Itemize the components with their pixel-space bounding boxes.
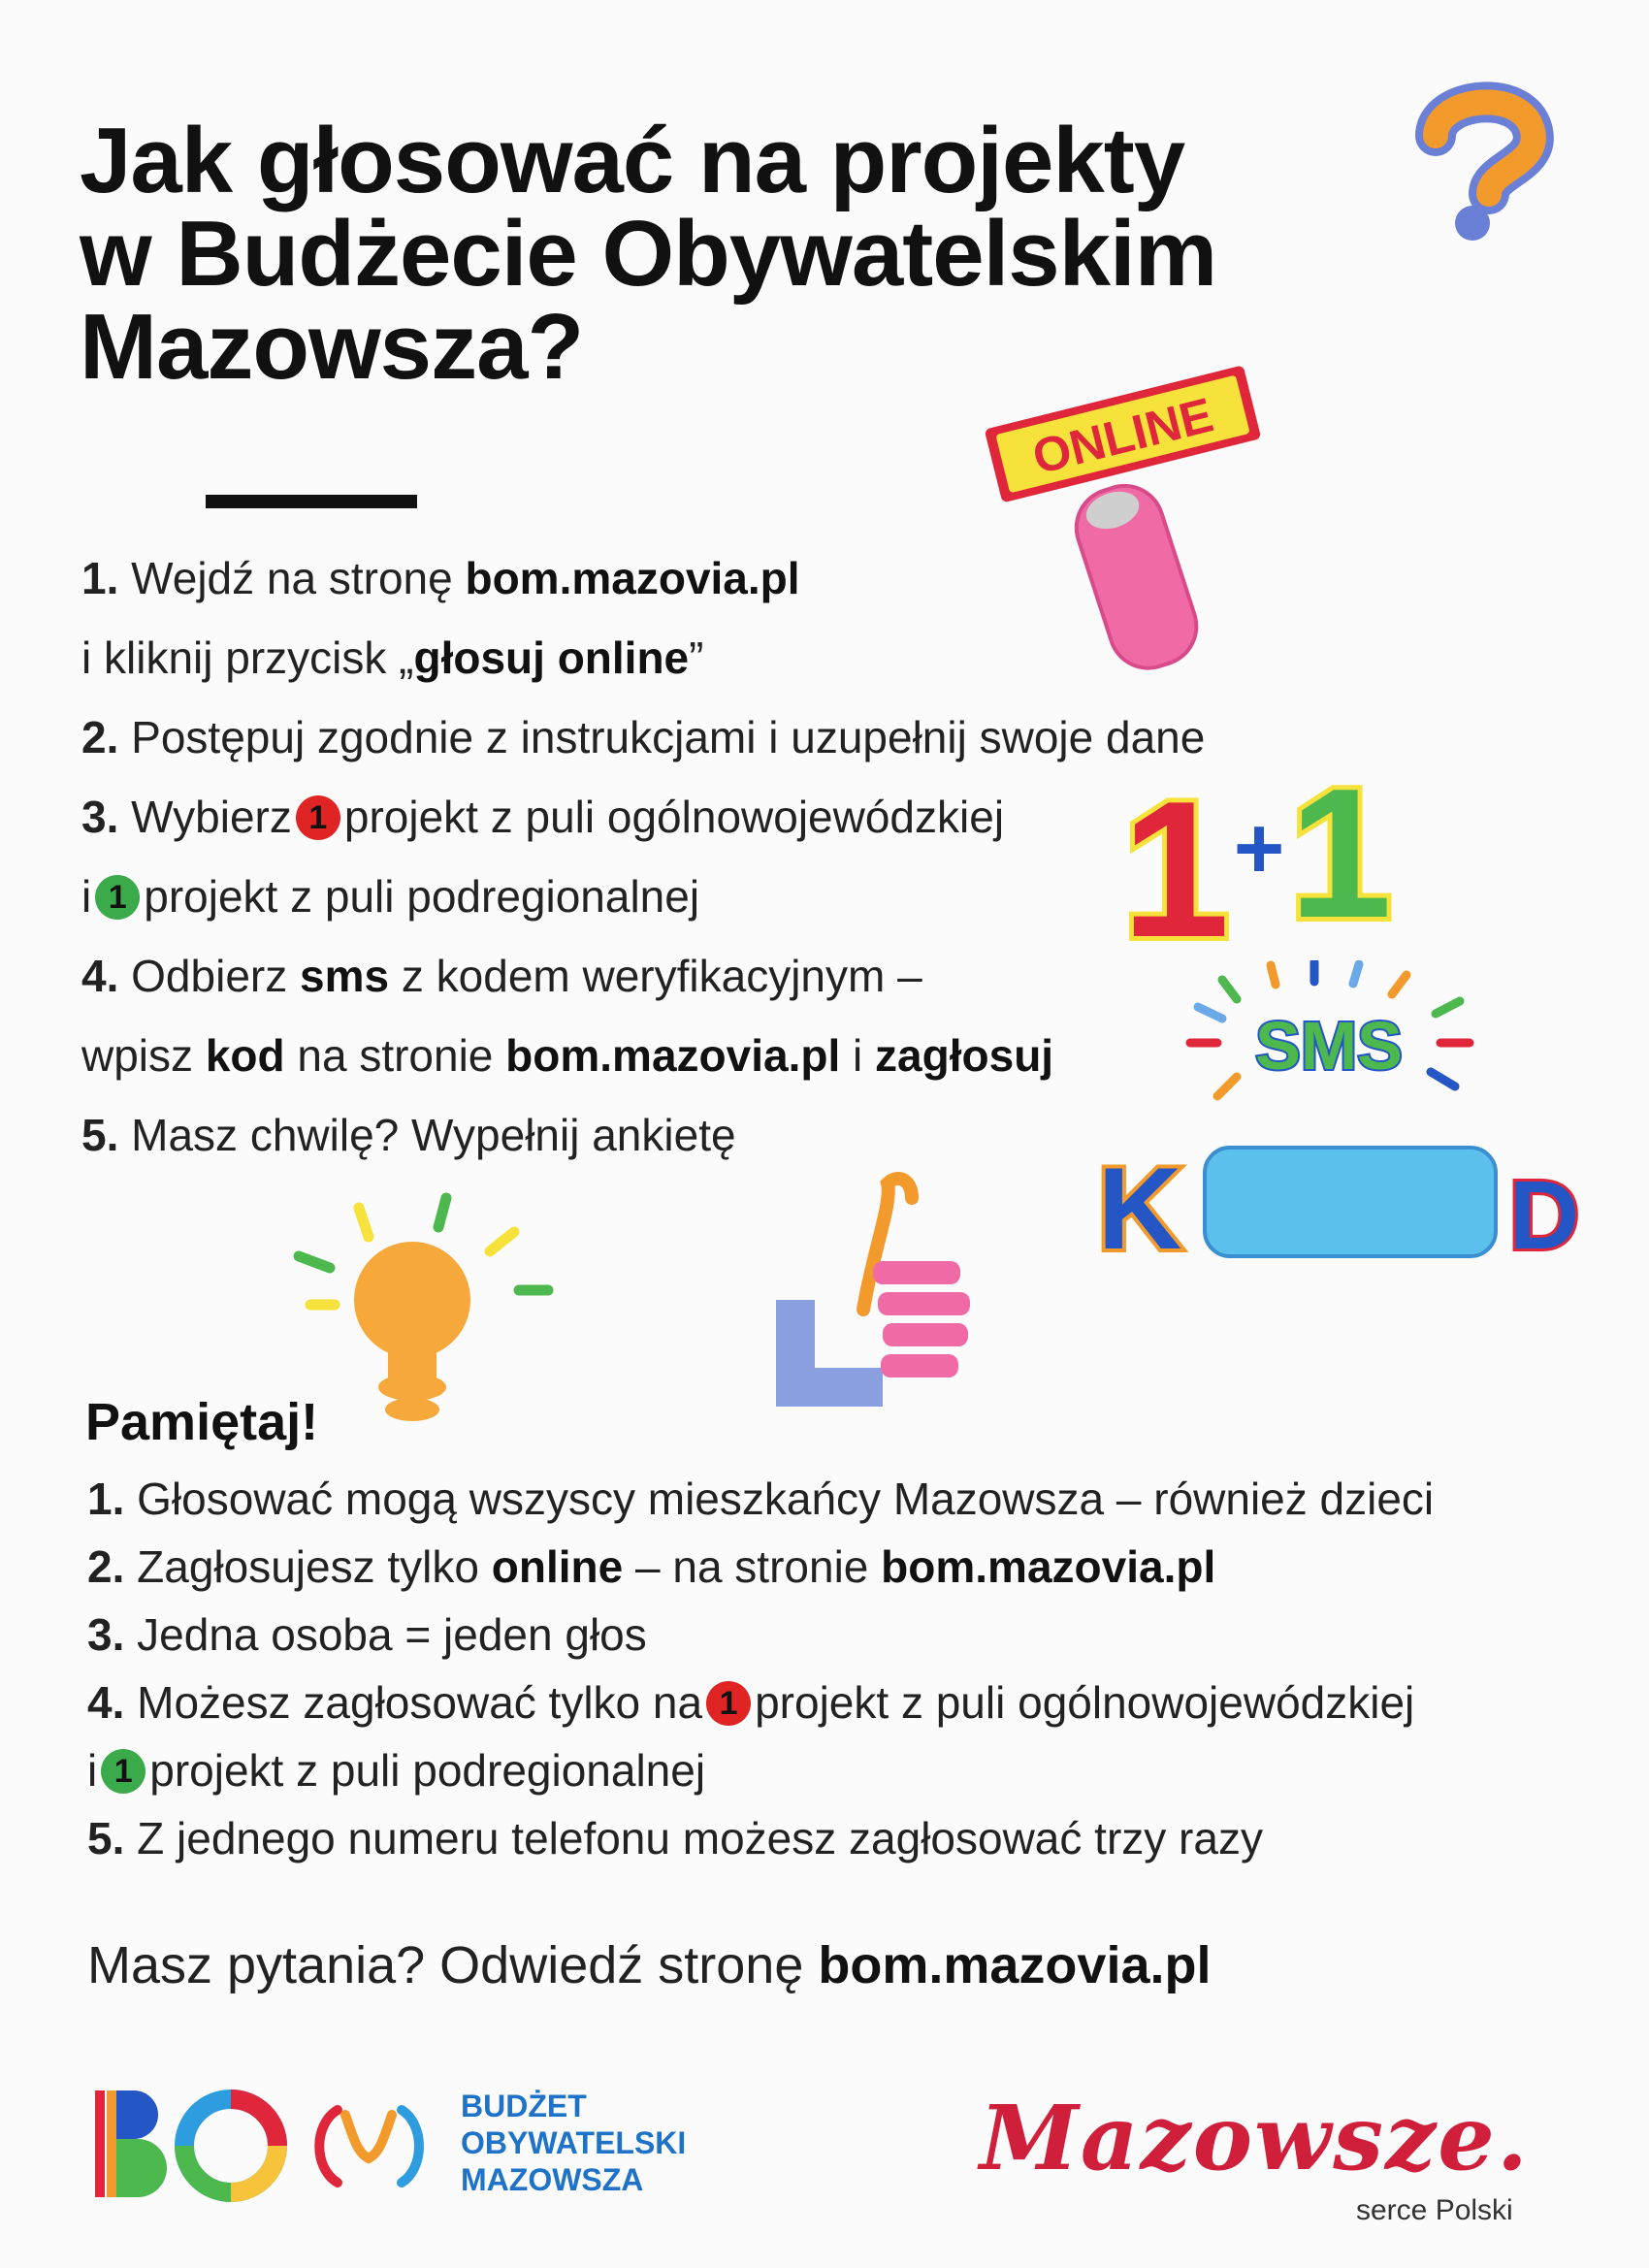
step-1-line-2: i kliknij przycisk „głosuj online” [81,632,704,683]
page-title [80,109,1399,399]
one-right-digit: 1 [1289,752,1392,956]
plus-sign: + [1233,800,1285,897]
one-left-digit: 1 [1121,761,1230,956]
kod-letter-d: D [1508,1161,1580,1266]
thumbs-up-icon [766,1164,989,1426]
red-one-badge: 1 [706,1681,751,1726]
title-line-3: Mazowsza? [80,295,584,399]
rule-4-line-1: 4. Możesz zagłosować tylko na 1 projekt z puli ogólnowojewódzkiej [87,1677,1415,1728]
sms-label: SMS [1255,1008,1403,1084]
title-line-1: Jak głosować na projekty [80,109,1185,212]
bom-logo-icon [95,2086,444,2202]
question-mark-icon [1397,78,1562,243]
step-3-line-1: 3. Wybierz 1 projekt z puli ogólnowojewódzkiej [81,792,1005,842]
rule-5: 5. Z jednego numeru telefonu możesz zagłosować trzy razy [87,1813,1263,1863]
site-url: bom.mazovia.pl [881,1541,1216,1592]
red-one-badge: 1 [296,795,340,840]
rule-1: 1. Głosować mogą wszyscy mieszkańcy Mazowsza – również dzieci [87,1474,1435,1524]
online-sign-label: ONLINE [1027,387,1218,485]
mazowsze-tagline: serce Polski [1356,2194,1513,2226]
remember-heading: Pamiętaj! [85,1393,319,1451]
vote-online-button-name: głosuj online [413,632,690,683]
rule-2: 2. Zagłosujesz tylko online – na stronie bom.mazovia.pl [87,1541,1216,1592]
bom-logo-text: BUDŻET OBYWATELSKI MAZOWSZA [461,2089,687,2197]
site-url: bom.mazovia.pl [505,1030,841,1081]
lightbulb-icon [291,1179,563,1431]
steps-list [81,538,1342,1175]
mazowsze-logo: Mazowsze. [980,2086,1530,2190]
step-4-line-2: wpisz kod na stronie bom.mazovia.pl i zagłosuj [81,1030,1054,1081]
green-one-badge: 1 [101,1749,146,1794]
site-url-link[interactable]: bom.mazovia.pl [818,1936,1212,1994]
step-5: 5. Masz chwilę? Wypełnij ankietę [81,1110,736,1160]
rule-3: 3. Jedna osoba = jeden głos [87,1609,647,1660]
step-3-line-2: i 1 projekt z puli podregionalnej [81,871,700,922]
rule-4-line-2: i 1 projekt z puli podregionalnej [87,1745,706,1796]
green-one-badge: 1 [95,875,140,920]
step-2: 2. Postępuj zgodnie z instrukcjami i uzupełnij swoje dane [81,712,1206,762]
title-divider [206,495,417,508]
kod-letter-k: K [1097,1144,1182,1266]
questions-line: Masz pytania? Odwiedź stronę bom.mazovia.pl [87,1936,1212,1994]
step-4-line-1: 4. Odbierz sms z kodem weryfikacyjnym – [81,951,922,1001]
remember-list [87,1465,1542,1872]
site-url: bom.mazovia.pl [465,553,800,603]
step-1-line-1: 1. Wejdź na stronę bom.mazovia.pl [81,553,800,603]
title-line-2: w Budżecie Obywatelskim [80,202,1217,306]
